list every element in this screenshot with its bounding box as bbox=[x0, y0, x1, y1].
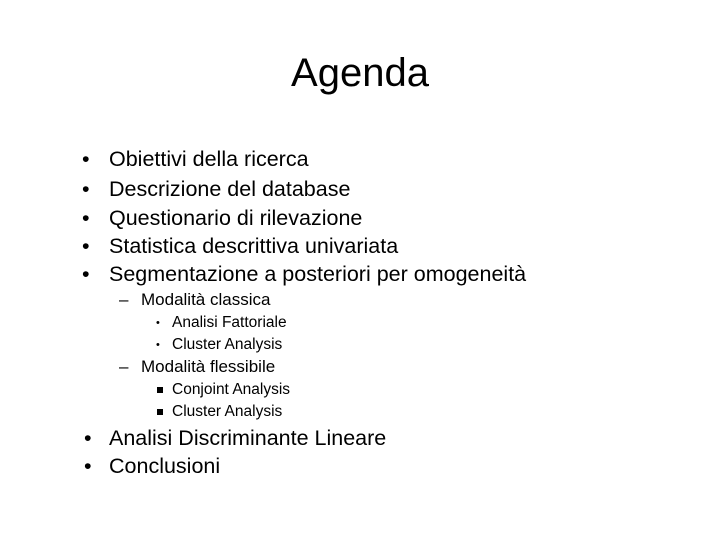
sub-list-item-text: Modalità classica bbox=[141, 290, 271, 309]
sub-sub-list-item-text: Cluster Analysis bbox=[172, 336, 283, 353]
list-item-text: Descrizione del database bbox=[109, 177, 351, 201]
bullet-icon: • bbox=[84, 454, 92, 478]
bullet-icon: • bbox=[82, 234, 90, 258]
bullet-icon: • bbox=[82, 262, 90, 286]
list-item-text: Segmentazione a posteriori per omogeneità bbox=[109, 262, 527, 286]
list-item-text: Questionario di rilevazione bbox=[109, 206, 363, 230]
square-bullet-icon bbox=[157, 387, 163, 393]
slide-title: Agenda bbox=[291, 51, 429, 95]
bullet-icon: • bbox=[82, 147, 90, 171]
list-item-text: Conclusioni bbox=[109, 454, 221, 478]
sub-sub-list-item-text: Cluster Analysis bbox=[172, 403, 283, 420]
dash-icon: – bbox=[119, 357, 129, 376]
bullet-icon: • bbox=[156, 317, 160, 329]
dash-icon: – bbox=[119, 290, 129, 309]
bullet-icon: • bbox=[84, 426, 92, 450]
sub-sub-list-item-text: Analisi Fattoriale bbox=[172, 314, 287, 331]
sub-sub-list-item-text: Conjoint Analysis bbox=[172, 381, 291, 398]
bullet-icon: • bbox=[82, 177, 90, 201]
list-item-text: Obiettivi della ricerca bbox=[109, 147, 309, 171]
sub-list-item-text: Modalità flessibile bbox=[141, 357, 276, 376]
bullet-icon: • bbox=[156, 339, 160, 351]
bullet-icon: • bbox=[82, 206, 90, 230]
list-item-text: Statistica descrittiva univariata bbox=[109, 234, 399, 258]
list-item-text: Analisi Discriminante Lineare bbox=[109, 426, 387, 450]
square-bullet-icon bbox=[157, 409, 163, 415]
